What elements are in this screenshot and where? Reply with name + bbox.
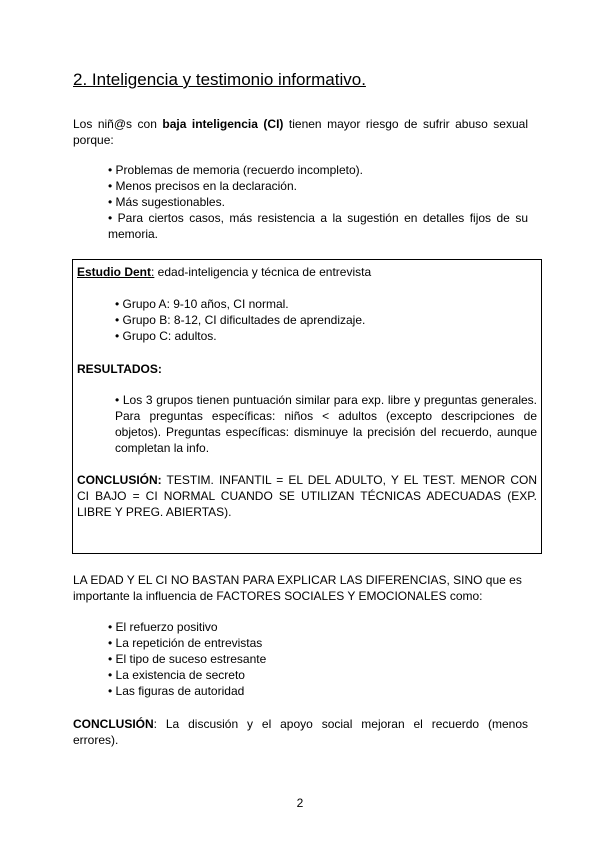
factors-intro [73,572,533,604]
intro-text-after: tienen mayor riesgo de sufrir abuso sexual [283,117,528,131]
list-item: • Problemas de memoria (recuerdo incompleto). [108,163,363,177]
intro-paragraph [73,116,528,148]
page-number: 2 [296,796,304,810]
intro-line-2: porque: [73,133,114,147]
list-item: • Para ciertos casos, más resistencia a la sugestión en detalles fijos de su [108,211,528,225]
results-line: • Los 3 grupos tienen puntuación similar para exp. libre y preguntas generales. [115,393,537,407]
list-item: • Grupo A: 9-10 años, CI normal. [115,297,289,311]
study-header [77,264,371,280]
results-paragraph [115,392,537,456]
list-item: • Las figuras de autoridad [108,684,245,698]
list-item: • Grupo C: adultos. [115,329,217,343]
factors-intro-line-2: importante la influencia de FACTORES SOCIALES Y EMOCIONALES como: [73,589,483,603]
list-item: • La existencia de secreto [108,668,245,682]
study-colon: : [151,265,155,279]
study-conclusion-line-2: CI BAJO = CI NORMAL CUANDO SE UTILIZAN TÉCNICAS ADECUADAS (EXP. [77,489,537,503]
results-heading: RESULTADOS: [77,362,162,376]
final-conclusion-line-2: errores). [73,733,119,747]
study-conclusion-line-3: LIBRE Y PREG. ABIERTAS). [77,505,232,519]
list-item: memoria. [108,227,159,241]
final-conclusion [73,716,528,748]
results-line: completan la info. [115,441,210,455]
intro-line-1 [73,116,528,132]
factors-intro-line-1: LA EDAD Y EL CI NO BASTAN PARA EXPLICAR LAS DIFERENCIAS, SINO que es [73,573,522,587]
study-label: Estudio Dent [77,265,151,279]
final-conclusion-label: CONCLUSIÓN [73,717,154,731]
list-item: • El refuerzo positivo [108,620,218,634]
final-conclusion-line-1 [73,716,528,732]
list-item: • El tipo de suceso estresante [108,652,267,666]
factors-list [108,619,266,699]
study-description: edad-inteligencia y técnica de entrevista [154,265,372,279]
results-line: Para preguntas específicas: niños < adultos (excepto descripciones de [115,409,537,423]
study-groups-list [115,296,365,344]
study-conclusion [77,472,537,520]
list-item: • La repetición de entrevistas [108,636,263,650]
results-line: objetos). Preguntas específicas: disminuye la precisión del recuerdo, aunque [115,425,537,439]
intro-text-before: Los niñ@s con [73,117,163,131]
reasons-list [108,162,528,242]
final-conclusion-text: : La discusión y el apoyo social mejoran el recuerdo (menos [153,717,528,731]
section-title: 2. Inteligencia y testimonio informativo. [73,70,366,89]
study-conclusion-label: CONCLUSIÓN: [77,473,162,487]
list-item: • Grupo B: 8-12, CI dificultades de aprendizaje. [115,313,366,327]
list-item: • Menos precisos en la declaración. [108,179,297,193]
list-item: • Más sugestionables. [108,195,225,209]
study-conclusion-text: TESTIM. INFANTIL = EL DEL ADULTO, Y EL TEST. MENOR CON [161,473,537,487]
intro-bold-term: baja inteligencia (CI) [162,117,284,131]
study-conclusion-line-1 [77,472,537,488]
